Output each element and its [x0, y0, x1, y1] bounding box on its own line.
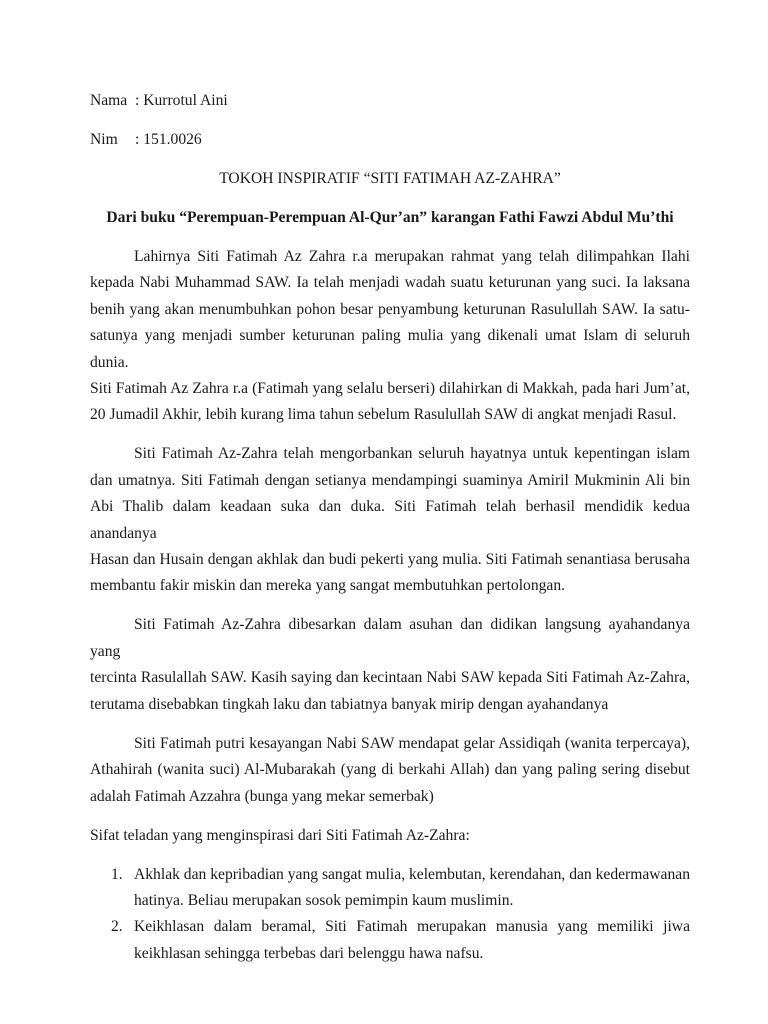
list-item-text	[134, 862, 690, 915]
paragraph-line: Siti Fatimah putri kesayangan Nabi SAW mendapat gelar Assidiqah (wanita terpercaya),	[134, 734, 690, 752]
paragraph-line: terutama disebabkan tingkah laku dan tabiatnya banyak mirip dengan ayahandanya	[90, 695, 609, 713]
paragraph-line: Lahirnya Siti Fatimah Az Zahra r.a merupakan rahmat yang telah dilimpahkan Ilahi	[134, 248, 690, 265]
paragraph	[90, 731, 690, 810]
list-item	[90, 914, 690, 967]
paragraph-line: membantu fakir miskin dan mereka yang sangat membutuhkan pertolongan.	[90, 577, 566, 595]
paragraph	[90, 244, 690, 429]
list-item-line: Keikhlasan dalam beramal, Siti Fatimah merupakan manusia yang memiliki jiwa	[134, 918, 690, 936]
nim-label: Nim	[90, 131, 118, 148]
paragraph-line: Siti Fatimah Az-Zahra dibesarkan dalam asuhan dan didikan langsung ayahandanya yang	[90, 616, 690, 660]
list-item-line: keikhlasan sehingga terbebas dari belenggu hawa nafsu.	[134, 944, 484, 962]
list-item	[90, 862, 690, 915]
paragraph-line: Athahirah (wanita suci) Al-Mubarakah (yang di berkahi Allah) dan yang paling sering disebut	[90, 761, 690, 779]
paragraph	[90, 441, 690, 599]
paragraph-line: satunya yang menjadi sumber keturunan paling mulia yang dikenali umat Islam di seluruh dunia.	[90, 327, 690, 371]
document-subtitle: Dari buku “Perempuan-Perempuan Al-Qur’an” karangan Fathi Fawzi Abdul Mu’thi	[106, 209, 674, 226]
list-item-line: Akhlak dan kepribadian yang sangat mulia, kelembutan, kerendahan, dan kedermawanan	[134, 865, 690, 883]
list-intro: Sifat teladan yang menginspirasi dari Siti Fatimah Az-Zahra:	[90, 826, 470, 844]
numbered-list	[90, 862, 690, 968]
paragraph-line: Hasan dan Husain dengan akhlak dan budi pekerti yang mulia. Siti Fatimah senantiasa berusaha	[90, 551, 690, 569]
paragraph-line: Siti Fatimah Az-Zahra telah mengorbankan seluruh hayatnya untuk kepentingan islam	[134, 445, 690, 463]
paragraph-line: Siti Fatimah Az Zahra r.a (Fatimah yang selalu berseri) dilahirkan di Makkah, pada hari Jum’at,	[90, 380, 690, 398]
name-label: Nama	[90, 92, 128, 109]
nim-value: : 151.0026	[135, 131, 202, 148]
list-item-text	[134, 914, 690, 967]
paragraph-line: dan umatnya. Siti Fatimah dengan setianya mendampingi suaminya Amiril Mukminin Ali bin	[90, 471, 690, 489]
paragraph-line: 20 Jumadil Akhir, lebih kurang lima tahun sebelum Rasulullah SAW di angkat menjadi Rasul.	[90, 406, 677, 424]
paragraph-line: tercinta Rasulallah SAW. Kasih saying dan kecintaan Nabi SAW kepada Siti Fatimah Az-Zahra,	[90, 669, 690, 687]
name-row	[90, 88, 690, 114]
paragraph-line: Abi Thalib dalam keadaan suka dan duka. Siti Fatimah telah berhasil mendidik kedua anandanya	[90, 498, 690, 542]
list-item-line: hatinya. Beliau merupakan sosok pemimpin kaum muslimin.	[134, 891, 514, 909]
name-value: : Kurrotul Aini	[135, 92, 228, 109]
document-body	[90, 244, 690, 967]
document-title: TOKOH INSPIRATIF “SITI FATIMAH AZ-ZAHRA”	[219, 170, 561, 187]
paragraph	[90, 612, 690, 718]
paragraph-line: kepada Nabi Muhammad SAW. Ia telah menjadi wadah suatu keturunan yang suci. Ia laksana	[90, 274, 690, 292]
nim-row	[90, 127, 690, 153]
paragraph-line: benih yang akan menumbuhkan pohon besar penyambung keturunan Rasulullah SAW. Ia satu-	[90, 300, 690, 318]
list-number: 2.	[111, 918, 123, 936]
list-number: 1.	[111, 865, 123, 883]
paragraph-line: adalah Fatimah Azzahra (bunga yang mekar semerbak)	[90, 787, 434, 805]
